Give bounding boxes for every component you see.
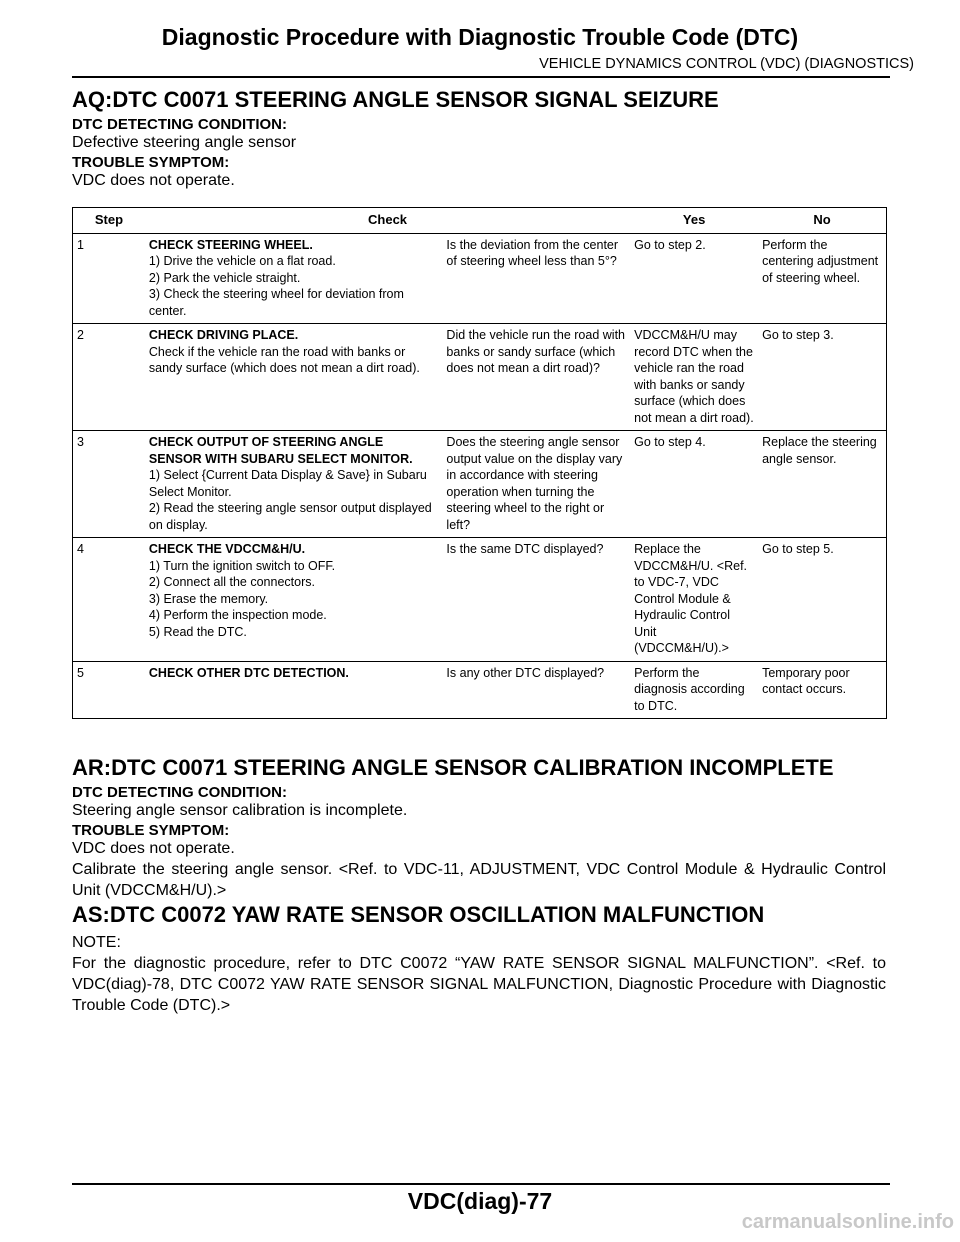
aq-condition-label: DTC DETECTING CONDITION:	[72, 116, 287, 133]
table-row	[73, 233, 887, 324]
step-title: CHECK THE VDCCM&H/U.	[148, 542, 306, 556]
aq-symptom-label: TROUBLE SYMPTOM:	[72, 154, 230, 171]
section-as-title: AS:DTC C0072 YAW RATE SENSOR OSCILLATION MALFUNCTION	[72, 902, 765, 927]
step-check	[145, 233, 443, 324]
step-question: Is the same DTC displayed?	[442, 538, 630, 662]
step-yes-action: Replace the VDCCM&H/U. <Ref. to VDC-7, VDC Control Module & Hydraulic Control Unit (VDCCM&H/U).>	[630, 538, 758, 662]
ar-condition-text: Steering angle sensor calibration is incomplete.	[72, 802, 408, 819]
page-header-title: Diagnostic Procedure with Diagnostic Trouble Code (DTC)	[161, 24, 799, 50]
step-title: CHECK OTHER DTC DETECTION.	[148, 665, 349, 680]
table-header-row	[73, 208, 887, 234]
table-body	[73, 233, 887, 719]
step-yes-action: Perform the diagnosis according to DTC.	[630, 661, 758, 719]
page-header-subtitle: VEHICLE DYNAMICS CONTROL (VDC) (DIAGNOSTICS)	[539, 56, 914, 72]
step-yes-action: Go to step 4.	[630, 431, 758, 538]
step-no-action: Go to step 5.	[758, 538, 886, 662]
step-number: 3	[73, 431, 145, 538]
step-title: CHECK STEERING WHEEL.	[148, 237, 313, 252]
table-row	[73, 431, 887, 538]
step-instruction: 2) Read the steering angle sensor output displayed on display.	[148, 501, 432, 532]
step-yes-action: Go to step 2.	[630, 233, 758, 324]
step-question: Does the steering angle sensor output value on the display vary in accordance with steering operation when turning the steering wheel to the right or left?	[442, 431, 630, 538]
step-no-action: Temporary poor contact occurs.	[758, 661, 886, 719]
step-instruction: 2) Park the vehicle straight.	[148, 270, 301, 285]
step-instruction: 3) Erase the memory.	[148, 591, 269, 606]
step-check	[145, 538, 443, 662]
step-no-action: Go to step 3.	[758, 324, 886, 431]
ar-condition-label: DTC DETECTING CONDITION:	[72, 784, 287, 801]
page-number: VDC(diag)-77	[407, 1188, 553, 1214]
step-instruction: 1) Select {Current Data Display & Save} in Subaru Select Monitor.	[148, 468, 427, 499]
diagnostic-table	[72, 207, 887, 719]
step-check	[145, 324, 443, 431]
step-question: Did the vehicle run the road with banks or sandy surface (which does not mean a dirt road)?	[442, 324, 630, 431]
header-rule	[72, 76, 890, 78]
table-row	[73, 324, 887, 431]
footer-rule	[72, 1183, 890, 1185]
step-number: 4	[73, 538, 145, 662]
step-yes-action: VDCCM&H/U may record DTC when the vehicle ran the road with banks or sandy surface (which does not mean a dirt road).	[630, 324, 758, 431]
ar-symptom-label: TROUBLE SYMPTOM:	[72, 822, 230, 839]
step-number: 1	[73, 233, 145, 324]
step-title: CHECK OUTPUT OF STEERING ANGLE SENSOR WITH SUBARU SELECT MONITOR.	[148, 435, 413, 466]
step-instruction: 1) Turn the ignition switch to OFF.	[148, 558, 336, 573]
step-instruction: 3) Check the steering wheel for deviation from center.	[148, 287, 404, 318]
col-header-yes: Yes	[630, 208, 758, 234]
ar-symptom-text: VDC does not operate.	[72, 840, 235, 857]
step-no-action: Replace the steering angle sensor.	[758, 431, 886, 538]
step-instruction: 5) Read the DTC.	[148, 624, 247, 639]
step-check	[145, 431, 443, 538]
col-header-check: Check	[145, 208, 630, 234]
col-header-no: No	[758, 208, 886, 234]
step-instruction: 2) Connect all the connectors.	[148, 575, 315, 589]
step-instruction: Check if the vehicle ran the road with banks or sandy surface (which does not mean a dirt road).	[148, 344, 420, 375]
table-row	[73, 661, 887, 719]
step-number: 2	[73, 324, 145, 431]
aq-condition-text: Defective steering angle sensor	[72, 134, 297, 151]
as-note-label: NOTE:	[72, 934, 121, 951]
step-number: 5	[73, 661, 145, 719]
step-instruction: 1) Drive the vehicle on a flat road.	[148, 254, 336, 268]
col-header-step: Step	[73, 208, 145, 234]
step-question: Is any other DTC displayed?	[442, 661, 630, 719]
watermark: carmanualsonline.info	[741, 1211, 954, 1233]
step-title: CHECK DRIVING PLACE.	[148, 328, 299, 342]
aq-symptom-text: VDC does not operate.	[72, 172, 235, 189]
step-no-action: Perform the centering adjustment of steering wheel.	[758, 233, 886, 324]
step-question: Is the deviation from the center of steering wheel less than 5°?	[442, 233, 630, 324]
ar-calibrate-text: Calibrate the steering angle sensor. <Ref. to VDC-11, ADJUSTMENT, VDC Control Module & Hydraulic Control Unit (VDCCM&H/U).>	[72, 861, 886, 899]
as-note-text: For the diagnostic procedure, refer to DTC C0072 “YAW RATE SENSOR SIGNAL MALFUNCTION”. <Ref. to VDC(diag)-78, DTC C0072 YAW RATE SENSOR SIGNAL MALFUNCTION, Diagnostic Procedure with Diagnostic Trouble Code (DTC).>	[72, 955, 886, 1014]
step-instruction: 4) Perform the inspection mode.	[148, 608, 327, 622]
table-row	[73, 538, 887, 662]
section-aq-title: AQ:DTC C0071 STEERING ANGLE SENSOR SIGNAL SEIZURE	[72, 87, 719, 112]
step-check	[145, 661, 443, 719]
section-ar-title: AR:DTC C0071 STEERING ANGLE SENSOR CALIBRATION INCOMPLETE	[72, 755, 834, 780]
